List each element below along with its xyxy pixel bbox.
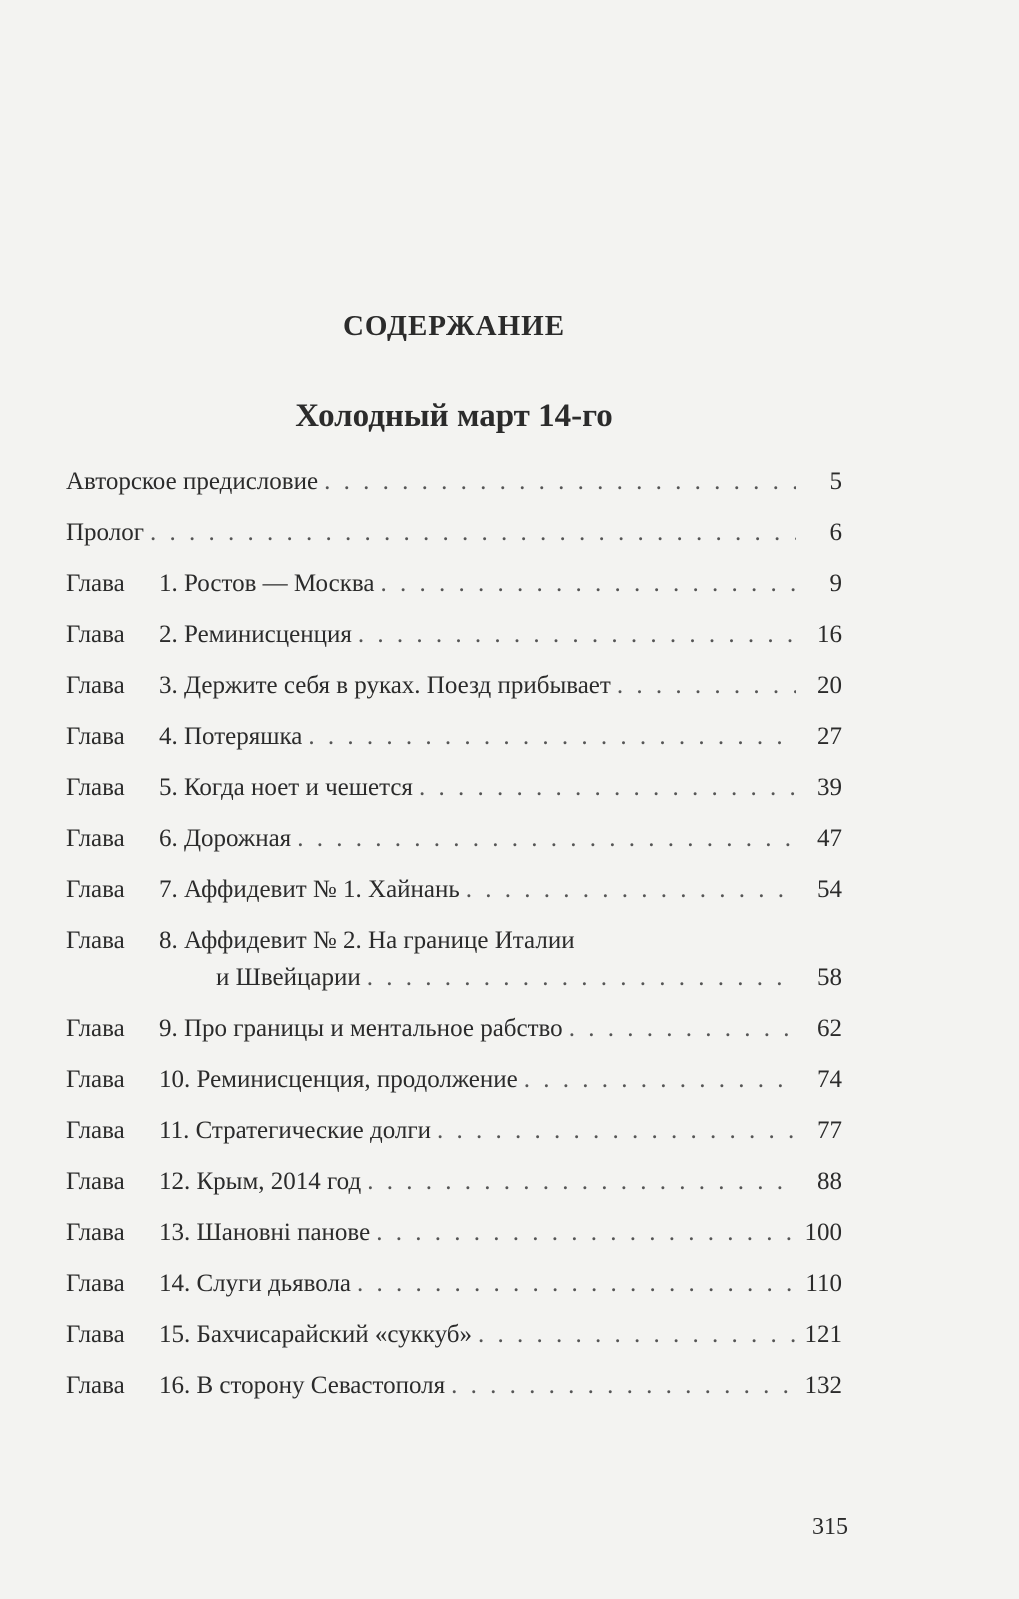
toc-entry-page: 132: [804, 1372, 842, 1399]
dot-leader: [431, 1112, 796, 1149]
dot-leader: [351, 1265, 796, 1302]
toc-entry-title: 6. Дорожная: [159, 825, 292, 852]
toc-entry-title: Авторское предисловие: [66, 468, 319, 495]
toc-entry-title: 3. Держите себя в руках. Поезд прибывает: [159, 672, 611, 699]
toc-entry-title: 7. Аффидевит № 1. Хайнань: [159, 876, 460, 903]
toc-entry-page: 39: [817, 774, 842, 801]
toc-entry[interactable]: [66, 514, 842, 551]
toc-entry[interactable]: [66, 769, 842, 806]
toc-entry-title-continued: и Швейцарии: [216, 964, 361, 991]
toc-entry-page: 54: [817, 876, 842, 903]
toc-entry[interactable]: [66, 1214, 842, 1251]
toc-entry-title: 1. Ростов — Москва: [159, 570, 375, 597]
toc-entry[interactable]: [66, 820, 842, 857]
toc-entry-title: 11. Стратегические долги: [159, 1117, 432, 1144]
toc-entry-page: 74: [817, 1066, 842, 1093]
toc-entry-page: 58: [817, 964, 842, 991]
toc-entry-chapter: Глава: [66, 1321, 125, 1348]
toc-entry[interactable]: [66, 565, 842, 602]
toc-entry-page: 47: [817, 825, 842, 852]
toc-entry-page: 20: [817, 672, 842, 699]
toc-entry[interactable]: [66, 922, 842, 996]
toc-entry-title: 16. В сторону Севастополя: [159, 1372, 446, 1399]
dot-leader: [413, 769, 796, 806]
toc-entry[interactable]: [66, 718, 842, 755]
dot-leader: [460, 871, 796, 908]
toc-entry[interactable]: [66, 667, 842, 704]
toc-entry[interactable]: [66, 1163, 842, 1200]
toc-entry-chapter: Глава: [66, 774, 125, 801]
toc-entry-title: 9. Про границы и ментальное рабство: [159, 1015, 563, 1042]
toc-entry-page: 88: [817, 1168, 842, 1195]
toc-entry-page: 16: [817, 621, 842, 648]
dot-leader: [361, 1163, 796, 1200]
toc-entry-title: 8. Аффидевит № 2. На границе Италии: [159, 927, 575, 954]
toc-entry-page: 121: [804, 1321, 842, 1348]
dot-leader: [144, 514, 796, 551]
toc-entry-title: Пролог: [66, 519, 144, 546]
dot-leader: [302, 718, 796, 755]
toc-entry-title: 12. Крым, 2014 год: [159, 1168, 362, 1195]
toc-entry-chapter: Глава: [66, 1066, 125, 1093]
toc-entry-page: 110: [805, 1270, 842, 1297]
toc-entry-chapter: Глава: [66, 621, 125, 648]
dot-leader: [374, 565, 796, 602]
toc-entry-page: 27: [817, 723, 842, 750]
toc-entry-chapter: Глава: [66, 1168, 125, 1195]
toc-entry-chapter: Глава: [66, 876, 125, 903]
toc-entry-page: 100: [804, 1219, 842, 1246]
toc-entry-title: 2. Реминисценция: [159, 621, 352, 648]
toc-entry-chapter: Глава: [66, 927, 125, 954]
toc-entry-page: 6: [829, 519, 842, 546]
toc-entry[interactable]: [66, 1112, 842, 1149]
dot-leader: [445, 1367, 796, 1404]
toc-entry-title: 13. Шановні панове: [159, 1219, 371, 1246]
toc-entry-page: 77: [817, 1117, 842, 1144]
toc-entry[interactable]: [66, 1061, 842, 1098]
toc-entry-chapter: Глава: [66, 1015, 125, 1042]
toc-entry-title: 14. Слуги дьявола: [159, 1270, 352, 1297]
toc-entry[interactable]: [66, 463, 842, 500]
dot-leader: [291, 820, 796, 857]
toc-entry-page: 5: [829, 468, 842, 495]
dot-leader: [472, 1316, 796, 1353]
toc-entry-chapter: Глава: [66, 672, 125, 699]
toc-entry[interactable]: [66, 1367, 842, 1404]
page-number: 315: [812, 1514, 848, 1540]
toc-entry-chapter: Глава: [66, 570, 125, 597]
dot-leader: [352, 616, 796, 653]
toc-entry-title: 10. Реминисценция, продолжение: [159, 1066, 518, 1093]
dot-leader: [361, 959, 796, 996]
book-title: Холодный март 14-го: [295, 398, 613, 434]
toc-entry[interactable]: [66, 871, 842, 908]
toc-entry[interactable]: [66, 616, 842, 653]
contents-heading: СОДЕРЖАНИЕ: [342, 310, 566, 342]
toc-entry-title: 5. Когда ноет и чешется: [159, 774, 413, 801]
dot-leader: [318, 463, 796, 500]
dot-leader: [518, 1061, 796, 1098]
toc-entry-title: 4. Потеряшка: [159, 723, 303, 750]
toc-entry-chapter: Глава: [66, 825, 125, 852]
dot-leader: [611, 667, 796, 704]
toc-entry-chapter: Глава: [66, 1219, 125, 1246]
table-of-contents: [66, 463, 842, 1418]
toc-entry[interactable]: [66, 1316, 842, 1353]
toc-entry-chapter: Глава: [66, 723, 125, 750]
toc-entry-chapter: Глава: [66, 1117, 125, 1144]
toc-entry[interactable]: [66, 1265, 842, 1302]
toc-entry-page: 9: [829, 570, 842, 597]
toc-entry-title: 15. Бахчисарайский «суккуб»: [159, 1321, 472, 1348]
toc-entry-chapter: Глава: [66, 1372, 125, 1399]
dot-leader: [370, 1214, 796, 1251]
dot-leader: [563, 1010, 796, 1047]
toc-entry[interactable]: [66, 1010, 842, 1047]
toc-entry-chapter: Глава: [66, 1270, 125, 1297]
toc-entry-page: 62: [817, 1015, 842, 1042]
